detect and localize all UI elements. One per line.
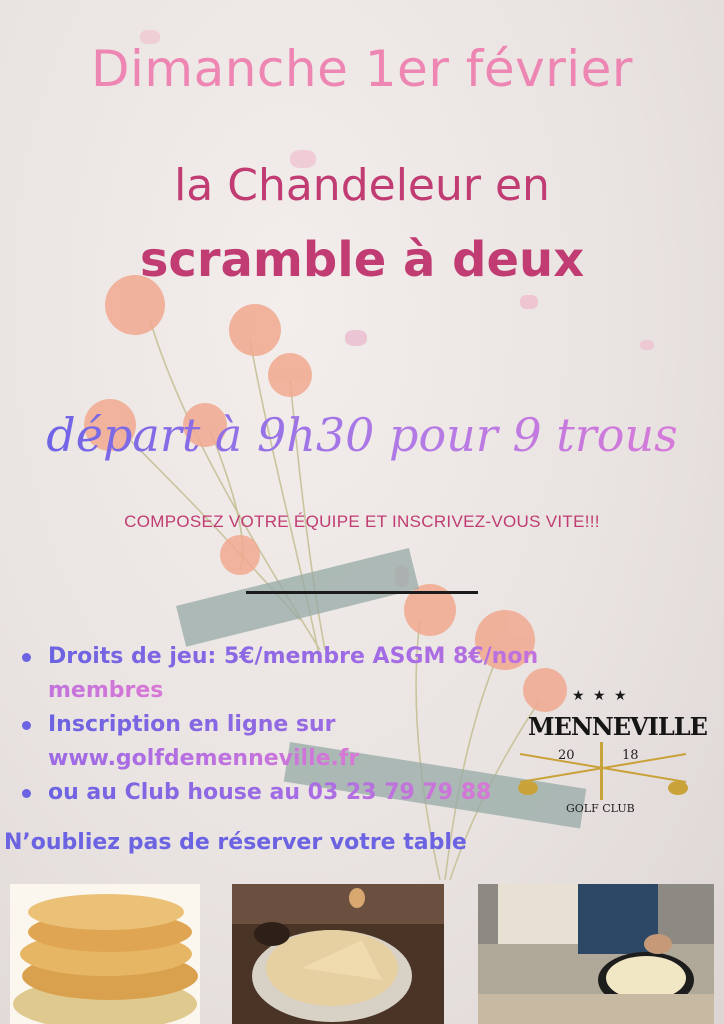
phone-text: ou au Club house au 03 23 79 79 88 (48, 780, 492, 805)
logo-year-left: 20 (558, 748, 575, 763)
logo-name: MENNEVILLE (528, 712, 707, 741)
menneville-golf-club-logo (510, 688, 707, 840)
crepes-stack-photo (10, 884, 200, 1024)
crepe-pan-photo (478, 884, 714, 1024)
info-list (18, 640, 578, 810)
logo-subtitle: GOLF CLUB (566, 802, 635, 815)
start-time-text: départ à 9h30 pour 9 trous (30, 408, 694, 462)
info-item-online (18, 708, 578, 776)
fees-text: Droits de jeu: 5€/membre ASGM 8€/non membres (48, 644, 539, 703)
logo-year-right: 18 (622, 748, 639, 763)
crepes-plate-photo (232, 884, 444, 1024)
event-title-line1: la Chandeleur en (174, 160, 550, 211)
divider (246, 591, 478, 594)
event-date-heading: Dimanche 1er février (90, 40, 633, 98)
info-item-fees (18, 640, 578, 708)
event-title-line2: scramble à deux (139, 232, 585, 288)
reserve-table-reminder: N’oubliez pas de réserver votre table (4, 830, 467, 855)
info-item-phone (18, 776, 578, 810)
online-text: Inscription en ligne sur www.golfdemenneville.fr (48, 712, 360, 771)
crossed-clubs-icon (510, 742, 696, 832)
team-signup-callout: COMPOSEZ VOTRE ÉQUIPE ET INSCRIVEZ-VOUS VITE!!! (124, 512, 600, 531)
logo-stars: ★ ★ ★ (572, 688, 629, 704)
